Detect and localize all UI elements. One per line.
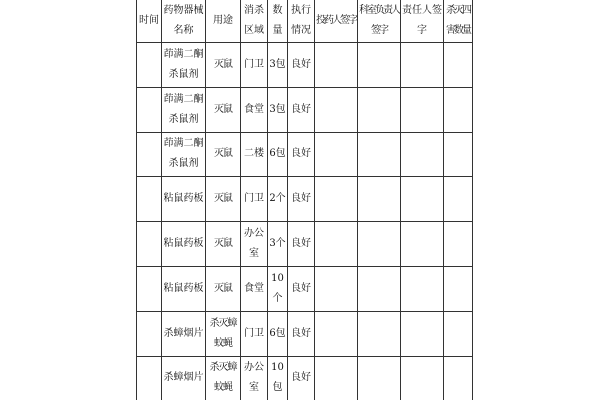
cell-quantity: 3包 bbox=[268, 87, 288, 132]
cell-item-name: 粘鼠药板 bbox=[162, 222, 206, 267]
header-applicant-signature: 投药人签字 bbox=[315, 0, 358, 43]
cell-use: 灭鼠 bbox=[206, 222, 241, 267]
cell-applicant-signature[interactable] bbox=[315, 132, 358, 177]
cell-area: 食堂 bbox=[241, 266, 268, 311]
cell-responsible-signature[interactable] bbox=[401, 43, 444, 88]
cell-use: 灭鼠 bbox=[206, 132, 241, 177]
cell-quantity: 3个 bbox=[268, 222, 288, 267]
cell-dept-head-signature[interactable] bbox=[358, 87, 401, 132]
disinfection-log-table bbox=[136, 0, 473, 400]
header-time: 时间 bbox=[137, 0, 162, 43]
cell-area: 门卫 bbox=[241, 43, 268, 88]
table-body bbox=[137, 43, 473, 400]
cell-use: 杀灭蟑蚊蝇 bbox=[206, 311, 241, 356]
cell-applicant-signature[interactable] bbox=[315, 222, 358, 267]
cell-item-name: 杀蟑烟片 bbox=[162, 311, 206, 356]
table-row bbox=[137, 43, 473, 88]
table-header-row bbox=[137, 0, 473, 43]
cell-area: 食堂 bbox=[241, 87, 268, 132]
table-row bbox=[137, 87, 473, 132]
table-row bbox=[137, 222, 473, 267]
cell-kill-count[interactable] bbox=[444, 222, 473, 267]
cell-quantity: 10包 bbox=[268, 356, 288, 400]
cell-time bbox=[137, 132, 162, 177]
cell-time bbox=[137, 356, 162, 400]
cell-dept-head-signature[interactable] bbox=[358, 311, 401, 356]
cell-area: 二楼 bbox=[241, 132, 268, 177]
cell-status: 良好 bbox=[288, 87, 315, 132]
cell-time bbox=[137, 311, 162, 356]
cell-status: 良好 bbox=[288, 132, 315, 177]
cell-responsible-signature[interactable] bbox=[401, 222, 444, 267]
cell-dept-head-signature[interactable] bbox=[358, 266, 401, 311]
cell-responsible-signature[interactable] bbox=[401, 311, 444, 356]
cell-kill-count[interactable] bbox=[444, 356, 473, 400]
cell-kill-count[interactable] bbox=[444, 177, 473, 222]
cell-item-name: 茚满二酮杀鼠剂 bbox=[162, 43, 206, 88]
cell-item-name: 茚满二酮杀鼠剂 bbox=[162, 87, 206, 132]
table-row bbox=[137, 266, 473, 311]
header-item-name: 药物器械名称 bbox=[162, 0, 206, 43]
cell-use: 灭鼠 bbox=[206, 43, 241, 88]
header-area: 消杀区域 bbox=[241, 0, 268, 43]
cell-use: 灭鼠 bbox=[206, 87, 241, 132]
cell-quantity: 6包 bbox=[268, 311, 288, 356]
cell-status: 良好 bbox=[288, 266, 315, 311]
cell-time bbox=[137, 43, 162, 88]
header-responsible-signature: 责任人签字 bbox=[401, 0, 444, 43]
cell-status: 良好 bbox=[288, 356, 315, 400]
cell-status: 良好 bbox=[288, 311, 315, 356]
cell-item-name: 杀蟑烟片 bbox=[162, 356, 206, 400]
cell-area: 办公室 bbox=[241, 356, 268, 400]
cell-responsible-signature[interactable] bbox=[401, 87, 444, 132]
table-row bbox=[137, 132, 473, 177]
cell-dept-head-signature[interactable] bbox=[358, 356, 401, 400]
cell-dept-head-signature[interactable] bbox=[358, 222, 401, 267]
cell-applicant-signature[interactable] bbox=[315, 43, 358, 88]
cell-kill-count[interactable] bbox=[444, 87, 473, 132]
header-kill-count: 杀灭四害数量 bbox=[444, 0, 473, 43]
cell-area: 办公室 bbox=[241, 222, 268, 267]
cell-quantity: 10个 bbox=[268, 266, 288, 311]
cell-responsible-signature[interactable] bbox=[401, 177, 444, 222]
cell-area: 门卫 bbox=[241, 311, 268, 356]
cell-kill-count[interactable] bbox=[444, 311, 473, 356]
cell-applicant-signature[interactable] bbox=[315, 87, 358, 132]
cell-status: 良好 bbox=[288, 177, 315, 222]
cell-time bbox=[137, 177, 162, 222]
cell-kill-count[interactable] bbox=[444, 43, 473, 88]
cell-quantity: 6包 bbox=[268, 132, 288, 177]
table-row bbox=[137, 177, 473, 222]
table-row bbox=[137, 356, 473, 400]
cell-quantity: 2个 bbox=[268, 177, 288, 222]
cell-item-name: 茚满二酮杀鼠剂 bbox=[162, 132, 206, 177]
cell-use: 杀灭蟑蚊蝇 bbox=[206, 356, 241, 400]
cell-applicant-signature[interactable] bbox=[315, 266, 358, 311]
cell-time bbox=[137, 87, 162, 132]
cell-use: 灭鼠 bbox=[206, 177, 241, 222]
cell-status: 良好 bbox=[288, 43, 315, 88]
cell-responsible-signature[interactable] bbox=[401, 356, 444, 400]
cell-item-name: 粘鼠药板 bbox=[162, 266, 206, 311]
cell-applicant-signature[interactable] bbox=[315, 311, 358, 356]
header-status: 执行情况 bbox=[288, 0, 315, 43]
table-row bbox=[137, 311, 473, 356]
cell-applicant-signature[interactable] bbox=[315, 356, 358, 400]
header-quantity: 数量 bbox=[268, 0, 288, 43]
cell-responsible-signature[interactable] bbox=[401, 132, 444, 177]
cell-item-name: 粘鼠药板 bbox=[162, 177, 206, 222]
cell-applicant-signature[interactable] bbox=[315, 177, 358, 222]
cell-quantity: 3包 bbox=[268, 43, 288, 88]
cell-time bbox=[137, 266, 162, 311]
cell-kill-count[interactable] bbox=[444, 266, 473, 311]
cell-status: 良好 bbox=[288, 222, 315, 267]
cell-time bbox=[137, 222, 162, 267]
cell-area: 门卫 bbox=[241, 177, 268, 222]
header-use: 用途 bbox=[206, 0, 241, 43]
cell-dept-head-signature[interactable] bbox=[358, 43, 401, 88]
cell-kill-count[interactable] bbox=[444, 132, 473, 177]
cell-dept-head-signature[interactable] bbox=[358, 177, 401, 222]
cell-dept-head-signature[interactable] bbox=[358, 132, 401, 177]
cell-responsible-signature[interactable] bbox=[401, 266, 444, 311]
header-dept-head-signature: 科室负责人签字 bbox=[358, 0, 401, 43]
cell-use: 灭鼠 bbox=[206, 266, 241, 311]
